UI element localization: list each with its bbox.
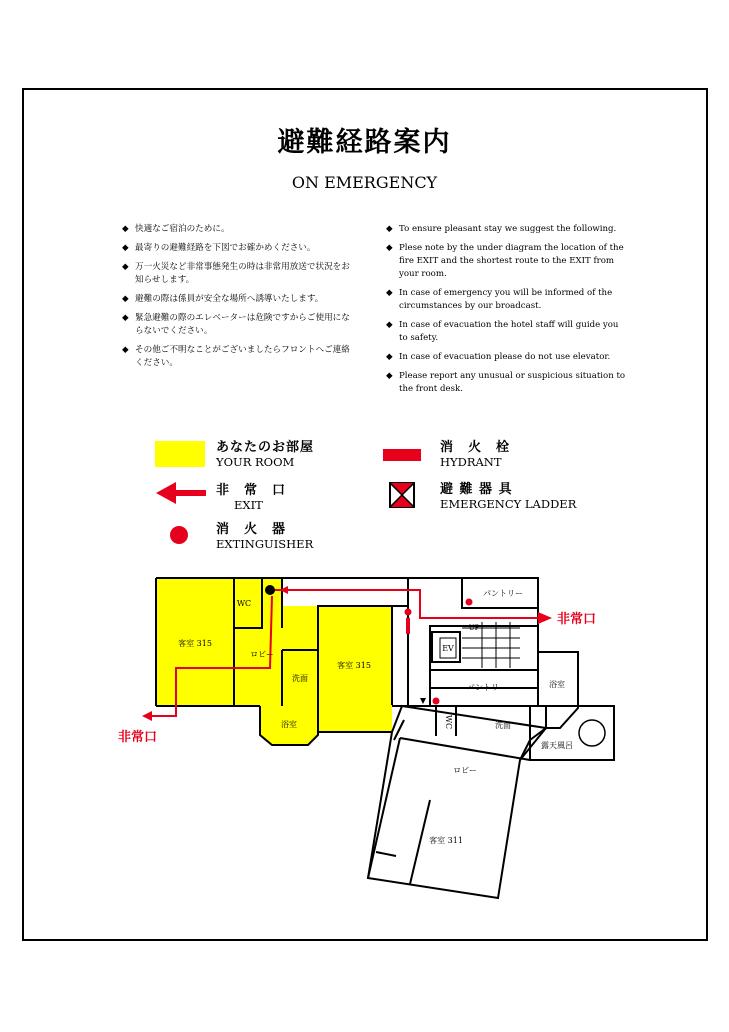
list-item: ◆ To ensure pleasant stay we suggest the following. bbox=[386, 224, 617, 234]
washroom-label: 洗面 bbox=[292, 674, 308, 683]
diamond-bullet-icon: ◆ bbox=[386, 243, 393, 253]
pantry-label: パントリー bbox=[467, 683, 507, 692]
lobby-label: ロビー bbox=[453, 766, 477, 775]
exit-arrow-icon bbox=[538, 612, 552, 624]
exit-label: 非常口 bbox=[118, 730, 158, 745]
diamond-bullet-icon: ◆ bbox=[386, 288, 393, 298]
list-item: ◆ Plese note by the under diagram the location of the fire EXIT and the shortest route to the EXIT from your room. bbox=[386, 243, 624, 279]
diamond-bullet-icon: ◆ bbox=[122, 262, 129, 272]
diamond-bullet-icon: ◆ bbox=[122, 294, 129, 304]
list-item: ◆ その他ご不明なことがございましたらフロントへご連絡ください。 bbox=[122, 345, 350, 368]
bath-label: 浴室 bbox=[281, 720, 297, 729]
diamond-bullet-icon: ◆ bbox=[122, 224, 129, 234]
legend-your-room: あなたのお部屋 YOUR ROOM bbox=[216, 440, 315, 469]
hydrant-bar-icon bbox=[406, 618, 410, 634]
outdoor-bath-label: 露天風呂 bbox=[541, 741, 573, 750]
pantry-label: パントリー bbox=[483, 589, 523, 598]
diamond-bullet-icon: ◆ bbox=[122, 313, 129, 323]
exit-arrow-icon bbox=[142, 711, 152, 721]
stairs-up-label: UP bbox=[468, 624, 480, 632]
elevator-label: EV bbox=[442, 644, 454, 653]
diamond-bullet-icon: ◆ bbox=[386, 320, 393, 330]
legend-exit: 非 常 口 EXIT bbox=[216, 483, 287, 512]
current-location-marker bbox=[265, 585, 275, 595]
room-label: 客室 315 bbox=[337, 661, 371, 670]
diamond-bullet-icon: ◆ bbox=[386, 224, 393, 234]
wc-label: WC bbox=[444, 714, 453, 730]
list-item: ◆ In case of emergency you will be informed of the circumstances by our broadcast. bbox=[386, 288, 613, 311]
wc-label: WC bbox=[236, 599, 252, 608]
legend-ladder: 避 難 器 具 EMERGENCY LADDER bbox=[440, 482, 577, 511]
washroom-label: 洗面 bbox=[495, 721, 511, 730]
bath-label: 浴室 bbox=[549, 680, 565, 689]
list-item: ◆ Please report any unusual or suspicious situation to the front desk. bbox=[386, 371, 626, 394]
lobby-label: ロビー bbox=[250, 650, 274, 659]
diamond-bullet-icon: ◆ bbox=[122, 345, 129, 355]
legend-hydrant: 消 火 栓 HYDRANT bbox=[440, 440, 511, 469]
extinguisher-dot-icon bbox=[433, 698, 440, 705]
legend-extinguisher: 消 火 器 EXTINGUISHER bbox=[216, 522, 314, 551]
page-subtitle: ON EMERGENCY bbox=[291, 173, 438, 192]
exit-label: 非常口 bbox=[557, 612, 597, 627]
list-item: ◆ 万一火災など非常事態発生の時は非常用放送で状況をお知らせします。 bbox=[122, 262, 350, 285]
extinguisher-dot-icon bbox=[405, 609, 412, 616]
diamond-bullet-icon: ◆ bbox=[386, 352, 393, 362]
outdoor-bath-tub bbox=[579, 720, 605, 746]
door-arrow-icon bbox=[420, 698, 426, 704]
list-item: ◆ 避難の際は係員が安全な場所へ誘導いたします。 bbox=[122, 294, 324, 304]
list-item: ◆ 緊急避難の際のエレベーターは危険ですからご使用にならないでください。 bbox=[122, 313, 350, 336]
list-item: ◆ 最寄りの避難経路を下図でお確かめください。 bbox=[122, 243, 316, 253]
list-item: ◆ In case of evacuation please do not use elevator. bbox=[386, 352, 611, 362]
extinguisher-dot-icon bbox=[466, 599, 473, 606]
room-label: 客室 311 bbox=[429, 836, 463, 845]
page-title: 避難経路案内 bbox=[277, 127, 452, 158]
list-item: ◆ 快適なご宿泊のために。 bbox=[122, 224, 230, 234]
room-label: 客室 315 bbox=[178, 639, 212, 648]
list-item: ◆ In case of evacuation the hotel staff will guide you to safety. bbox=[386, 320, 619, 343]
diamond-bullet-icon: ◆ bbox=[386, 371, 393, 381]
diamond-bullet-icon: ◆ bbox=[122, 243, 129, 253]
